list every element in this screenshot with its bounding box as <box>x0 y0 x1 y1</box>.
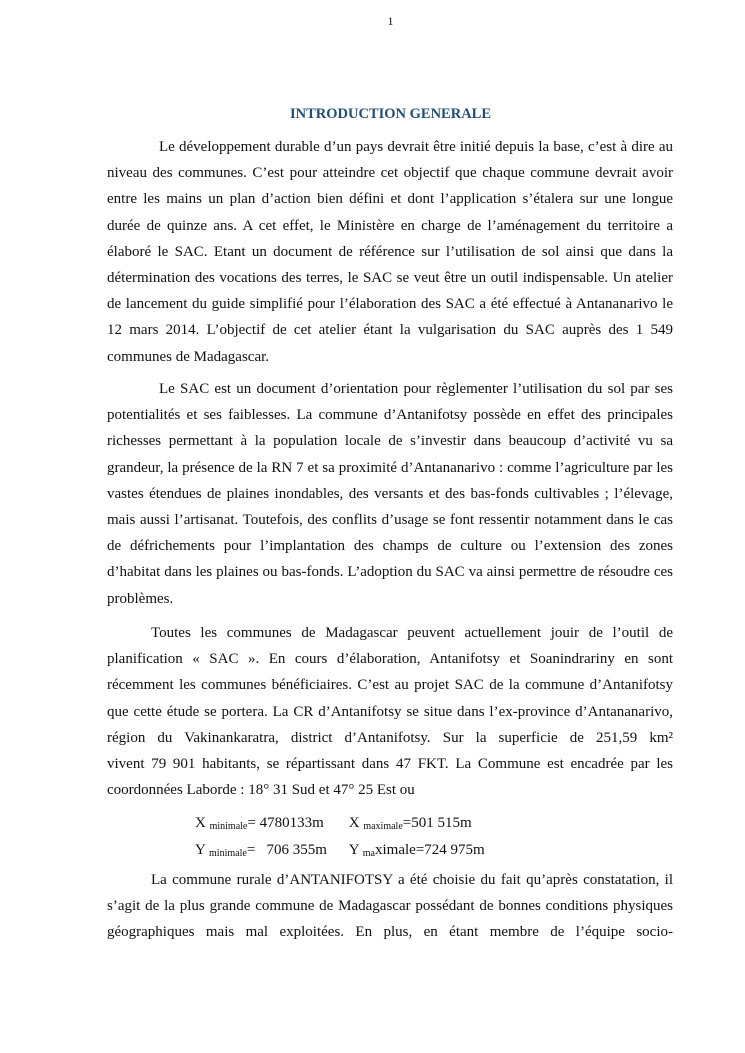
paragraph-line: Toutes les communes de Madagascar peuvent actuellement jouir de l’outil de <box>151 625 673 641</box>
paragraph-line: que cette étude se portera. La CR d’Antanifotsy se situe dans l’ex-province d’Antananarivo, <box>107 703 673 720</box>
paragraph-line: vivent 79 901 habitants, se répartissant dans 47 FKT. La Commune est encadrée par les <box>107 755 673 772</box>
paragraph-line: vastes étendues de plaines inondables, des versants et des bas-fonds cultivables ; l’élevage, <box>107 485 673 502</box>
paragraph-line: détermination des vocations des terres, le SAC se veut être un outil indispensable. Un atelier <box>107 269 673 286</box>
coordinates-y <box>195 842 485 859</box>
coordinates-x <box>195 815 472 832</box>
paragraph-line: La commune rurale d’ANTANIFOTSY a été choisie du fait qu’après constatation, il <box>151 872 673 888</box>
x-max: X $_{maximale}$=501 515m <box>348 815 472 832</box>
paragraph-line: région du Vakinankaratra, district d’Antanifotsy. Sur la superficie de 251,59 km² <box>107 729 673 746</box>
paragraph-line: mais aussi l’artisanat. Toutefois, des conflits d’usage se font ressentir notamment dans le cas <box>107 511 673 528</box>
paragraph-line: communes de Madagascar. <box>107 348 270 365</box>
paragraph-line: Le développement durable d’un pays devrait être initié depuis la base, c’est à dire au <box>159 139 673 155</box>
paragraph-intro <box>107 134 673 370</box>
paragraph-communes <box>107 620 673 803</box>
paragraph-line: durée de quinze ans. A cet effet, le Ministère en charge de l’aménagement du territoire a <box>107 217 673 234</box>
paragraph-line: géographiques mais mal exploitées. En plus, en étant membre de l’équipe socio- <box>107 924 673 941</box>
paragraph-choice <box>107 867 673 946</box>
paragraph-line: élaboré le SAC. Etant un document de référence sur l’utilisation de sol ainsi que dans la <box>107 243 673 260</box>
paragraph-line: de défrichements pour l’implantation des champs de culture ou l’extension des zones <box>107 538 673 555</box>
paragraph-line: de lancement du guide simplifié pour l’élaboration des SAC a été effectué à Antananarivo le <box>107 296 673 313</box>
paragraph-sac-definition <box>107 376 673 612</box>
paragraph-line: Le SAC est un document d’orientation pour règlementer l’utilisation du sol par ses <box>159 381 673 397</box>
paragraph-line: coordonnées Laborde : 18° 31 Sud et 47° 25 Est ou <box>107 782 415 799</box>
page-number: 1 <box>387 14 394 28</box>
x-min: X $_{minimale}$= 4780133m <box>195 815 324 832</box>
paragraph-line: s’agit de la plus grande commune de Madagascar possédant de bonnes conditions physiques <box>107 898 673 915</box>
y-min: Y $_{minimale}$= 706 355m <box>195 842 327 859</box>
paragraph-line: d’habitat dans les plaines ou bas-fonds. L’adoption du SAC va ainsi permettre de résoudre ces <box>107 564 673 581</box>
paragraph-line: richesses permettant à la population locale de s’investir dans beaucoup d’activité vu sa <box>107 433 673 450</box>
paragraph-line: niveau des communes. C’est pour atteindre cet objectif que chaque commune devrait avoir <box>107 165 673 182</box>
paragraph-line: planification « SAC ». En cours d’élaboration, Antanifotsy et Soanindrariny en sont <box>107 651 673 668</box>
paragraph-line: potentialités et ses faiblesses. La commune d’Antanifotsy possède en effet des principales <box>107 407 673 424</box>
paragraph-line: problèmes. <box>107 590 174 607</box>
paragraph-line: récemment les communes bénéficiaires. C’est au projet SAC de la commune d’Antanifotsy <box>107 677 673 694</box>
section-title: INTRODUCTION GENERALE <box>289 106 492 122</box>
paragraph-line: grandeur, la présence de la RN 7 et sa proximité d’Antananarivo : comme l’agriculture par les <box>107 459 673 476</box>
paragraph-line: 12 mars 2014. L’objectif de cet atelier étant la vulgarisation du SAC auprès des 1 549 <box>107 322 673 339</box>
paragraph-line: entre les mains un plan d’action bien défini et dont l’application s’étalera sur une longue <box>107 191 673 208</box>
y-max: Y $_{ma}$ximale=724 975m <box>348 842 485 859</box>
